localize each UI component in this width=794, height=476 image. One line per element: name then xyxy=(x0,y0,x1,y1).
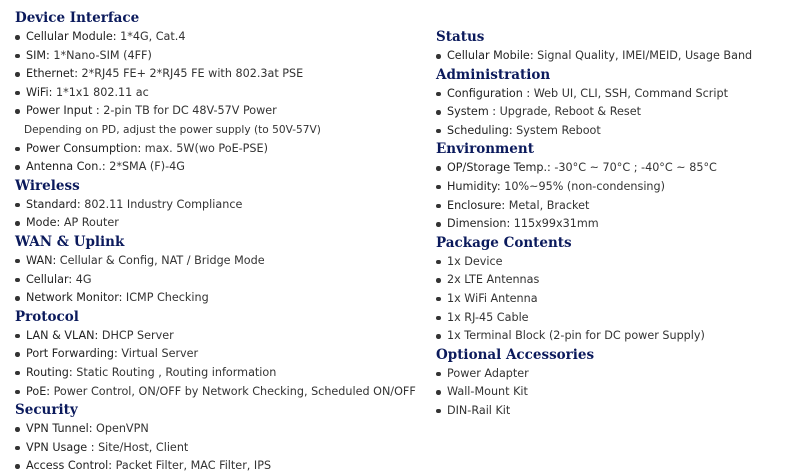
spec-label: Configuration : xyxy=(447,86,531,100)
left-column xyxy=(15,9,425,476)
spec-item xyxy=(15,65,425,84)
spec-value: ICMP Checking xyxy=(122,291,209,305)
spec-label: Cellular Module: xyxy=(26,30,117,43)
spec-value: Web UI, CLI, SSH, Command Script xyxy=(530,86,728,100)
spec-value: 1*4G, Cat.4 xyxy=(116,30,186,43)
section-heading-security: Security xyxy=(15,402,78,419)
spec-value: Wall-Mount Kit xyxy=(447,385,528,399)
spec-value: AP Router xyxy=(60,216,119,230)
spec-item xyxy=(436,215,786,234)
spec-value: Site/Host, Client xyxy=(94,440,189,454)
spec-value: 1x Device xyxy=(447,254,503,268)
spec-label: Power Input : xyxy=(26,104,100,118)
spec-label: Cellular Mobile: xyxy=(447,49,534,62)
spec-value: 1x WiFi Antenna xyxy=(447,291,538,305)
spec-value: System Reboot xyxy=(512,123,601,137)
spec-label: WAN: xyxy=(26,253,57,267)
spec-value: Signal Quality, IMEI/MEID, Usage Band xyxy=(533,49,753,62)
spec-value: 1x Terminal Block (2-pin for DC power Supply) xyxy=(447,329,705,343)
section-heading-device-interface: Device Interface xyxy=(15,10,140,26)
spec-value: 2x LTE Antennas xyxy=(447,273,540,287)
spec-item xyxy=(436,402,786,421)
spec-list-security xyxy=(15,420,425,476)
spec-value: Packet Filter, MAC Filter, IPS xyxy=(112,459,272,473)
spec-value: Static Routing , Routing information xyxy=(72,365,277,379)
spec-item xyxy=(436,197,786,216)
spec-item xyxy=(436,178,786,197)
spec-value: -30°C ~ 70°C ; -40°C ~ 85°C xyxy=(550,161,717,175)
spec-item xyxy=(15,28,425,47)
section-heading-status: Status xyxy=(436,29,485,45)
spec-label: SIM: xyxy=(26,48,50,62)
spec-item xyxy=(436,383,786,402)
spec-item xyxy=(15,457,425,476)
spec-value: Upgrade, Reboot & Reset xyxy=(496,105,641,119)
spec-label: System : xyxy=(447,105,497,119)
spec-item xyxy=(436,159,786,178)
spec-value: 1*Nano-SIM (4FF) xyxy=(49,48,152,62)
spec-label: Dimension: xyxy=(447,217,511,231)
spec-list-device-interface xyxy=(15,28,425,177)
section-heading-package-contents: Package Contents xyxy=(436,234,572,251)
spec-value: 2-pin TB for DC 48V-57V Power xyxy=(99,104,277,118)
section-heading-wireless: Wireless xyxy=(15,177,80,194)
spec-label: PoE: xyxy=(26,384,51,398)
spec-label: Network Monitor: xyxy=(26,291,123,305)
spec-label: Routing: xyxy=(26,365,73,379)
spec-value: DHCP Server xyxy=(98,328,174,342)
spec-item xyxy=(15,289,425,308)
spec-label: Access Control: xyxy=(26,459,113,473)
spec-item xyxy=(15,214,425,233)
spec-list-package-contents xyxy=(436,253,786,346)
spec-item xyxy=(15,364,425,383)
spec-item xyxy=(436,271,786,290)
spec-item xyxy=(15,252,425,271)
spec-value: OpenVPN xyxy=(92,422,149,436)
spec-list-status xyxy=(436,47,786,66)
spec-item xyxy=(15,84,425,103)
spec-item xyxy=(436,253,786,272)
spec-value: 115x99x31mm xyxy=(510,217,599,231)
spec-label: OP/Storage Temp.: xyxy=(447,161,551,175)
spec-item xyxy=(15,271,425,290)
spec-item xyxy=(436,365,786,384)
spec-label: Antenna Con.: xyxy=(26,160,106,174)
spec-value: 1x RJ-45 Cable xyxy=(447,310,529,324)
spec-list-wan-uplink xyxy=(15,252,425,308)
spec-item xyxy=(436,327,786,346)
spec-value: Metal, Bracket xyxy=(505,198,590,212)
spec-label: VPN Tunnel: xyxy=(26,422,93,436)
spec-item xyxy=(436,103,786,122)
spec-item xyxy=(15,47,425,66)
spec-item xyxy=(15,345,425,364)
spec-value: Power Adapter xyxy=(447,366,529,380)
spec-value: 10%~95% (non-condensing) xyxy=(500,179,665,193)
section-heading-environment: Environment xyxy=(436,141,534,158)
spec-list-protocol xyxy=(15,327,425,401)
spec-value: 2*RJ45 FE+ 2*RJ45 FE with 802.3at PSE xyxy=(77,67,304,81)
spec-item xyxy=(436,122,786,141)
spec-label: Standard: xyxy=(26,197,81,211)
section-heading-protocol: Protocol xyxy=(15,308,79,325)
spec-note: Depending on PD, adjust the power supply (to 50V-57V) xyxy=(24,123,321,136)
spec-list-administration xyxy=(436,85,786,141)
spec-item xyxy=(436,309,786,328)
spec-item xyxy=(436,85,786,104)
spec-label: Cellular: xyxy=(26,272,73,286)
spec-label: Scheduling: xyxy=(447,123,513,137)
spec-value: DIN-Rail Kit xyxy=(447,403,511,417)
right-column xyxy=(436,28,786,421)
spec-value: Cellular & Config, NAT / Bridge Mode xyxy=(56,253,265,267)
spec-list-optional-accessories xyxy=(436,365,786,421)
spec-value: Virtual Server xyxy=(117,347,199,361)
spec-value: 802.11 Industry Compliance xyxy=(80,197,243,211)
spec-item xyxy=(436,47,786,66)
spec-item xyxy=(15,439,425,458)
spec-label: WiFi: xyxy=(26,85,53,99)
spec-value: Power Control, ON/OFF by Network Checking, Scheduled ON/OFF xyxy=(50,384,416,398)
spec-item xyxy=(15,102,425,121)
spec-label: LAN & VLAN: xyxy=(26,328,99,342)
spec-list-environment xyxy=(436,159,786,233)
spec-label: Mode: xyxy=(26,216,61,230)
spec-label: VPN Usage : xyxy=(26,440,95,454)
spec-label: Port Forwarding: xyxy=(26,347,118,361)
spec-list-wireless xyxy=(15,196,425,233)
section-heading-administration: Administration xyxy=(436,66,551,83)
spec-item xyxy=(436,290,786,309)
spec-item xyxy=(15,383,425,402)
spec-label: Ethernet: xyxy=(26,67,78,81)
spec-value: max. 5W(wo PoE-PSE) xyxy=(141,141,268,155)
spec-item xyxy=(15,140,425,159)
spec-value: 1*1x1 802.11 ac xyxy=(52,85,149,99)
spec-value: 4G xyxy=(72,272,92,286)
spec-label: Enclosure: xyxy=(447,198,506,212)
spec-item xyxy=(15,327,425,346)
spec-label: Humidity: xyxy=(447,179,501,193)
section-heading-wan-uplink: WAN & Uplink xyxy=(15,233,125,250)
spec-item xyxy=(15,420,425,439)
spec-item xyxy=(15,158,425,177)
spec-label: Power Consumption: xyxy=(26,141,142,155)
section-heading-optional-accessories: Optional Accessories xyxy=(436,346,595,363)
spec-value: 2*SMA (F)-4G xyxy=(105,160,185,174)
spec-item xyxy=(15,196,425,215)
